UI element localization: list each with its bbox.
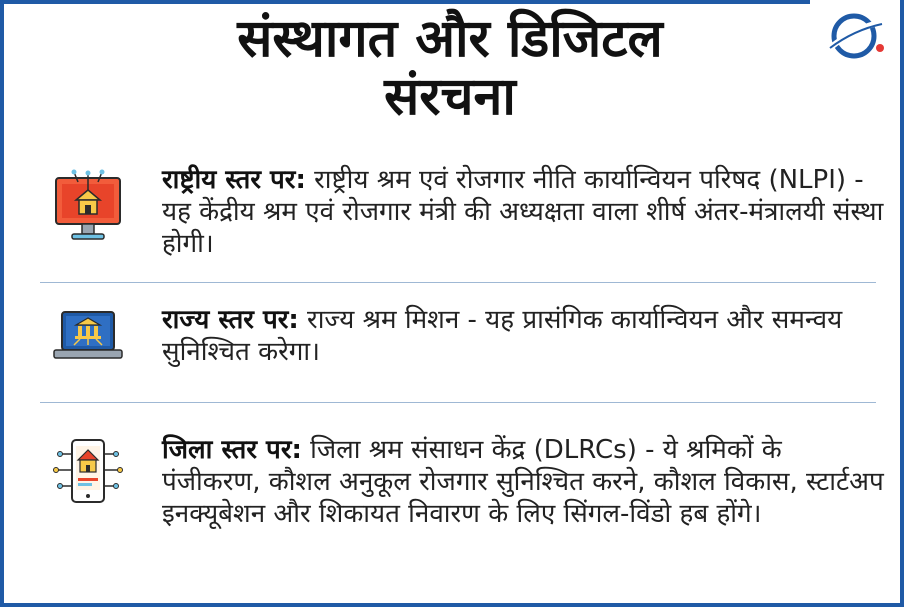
item-label-state: राज्य स्तर पर: [162,305,299,335]
divider [40,402,876,403]
item-label-district: जिला स्तर पर: [162,435,302,465]
mobile-home-network-icon [48,434,128,514]
brand-logo-icon [824,8,890,64]
item-text-district [162,434,886,530]
item-desc-state: राज्य श्रम मिशन - यह प्रासंगिक कार्यान्वियन और समन्वय सुनिश्चित करेगा। [162,305,843,367]
item-desc-national: राष्ट्रीय श्रम एवं रोजगार नीति कार्यान्वियन परिषद (NLPI) - यह केंद्रीय श्रम एवं रोजगार मंत्री की अध्यक्षता वाला शीर्ष अंतर-मंत्रालयी संस्था होगी। [162,165,884,259]
page-title [110,10,790,126]
laptop-government-building-icon [48,298,128,378]
title-line-1: संस्थागत और डिजिटल [237,9,663,69]
divider [40,282,876,283]
list-item-national [40,164,886,274]
frame-top-border [0,0,810,4]
item-desc-district: जिला श्रम संसाधन केंद्र (DLRCs) - ये श्रमिकों के पंजीकरण, कौशल अनुकूल रोजगार सुनिश्चित करने, कौशल विकास, स्टार्टअप इनक्यूबेशन और शिकायत निवारण के लिए सिंगल-विंडो हब होंगे। [162,435,884,529]
list-item-district [40,434,886,584]
list-item-state [40,304,886,390]
item-text-national [162,164,886,260]
smart-home-monitor-icon [48,168,128,248]
item-label-national: राष्ट्रीय स्तर पर: [162,165,306,195]
item-text-state [162,304,886,368]
title-line-2: संरचना [384,67,516,127]
